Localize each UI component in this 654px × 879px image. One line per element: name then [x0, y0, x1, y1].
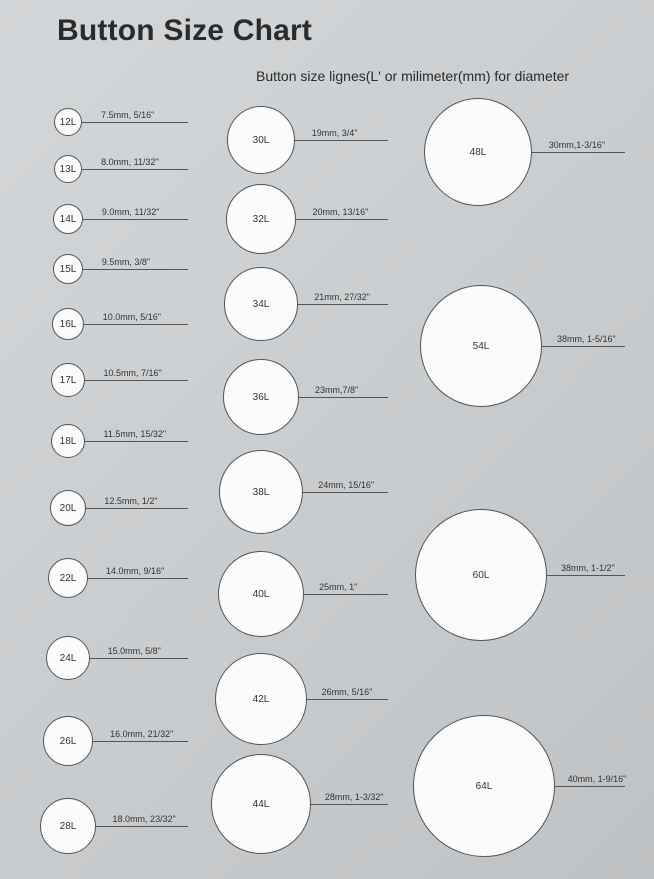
button-circle-15l: 15L — [53, 254, 83, 284]
leader-line — [85, 380, 188, 381]
leader-line — [82, 169, 188, 170]
button-circle-18l: 18L — [51, 424, 85, 458]
leader-line — [85, 441, 188, 442]
leader-line — [299, 397, 388, 398]
leader-line — [88, 578, 188, 579]
leader-line — [307, 699, 388, 700]
measure-label: 15.0mm, 5/8" — [107, 646, 161, 656]
button-circle-22l: 22L — [48, 558, 88, 598]
leader-line — [298, 304, 388, 305]
button-circle-24l: 24L — [46, 636, 90, 680]
button-circle-13l: 13L — [54, 155, 82, 183]
measure-label: 19mm, 3/4" — [311, 128, 358, 138]
chart-title: Button Size Chart — [57, 14, 313, 47]
leader-line — [96, 826, 188, 827]
measure-label: 7.5mm, 5/16" — [101, 110, 155, 120]
measure-label: 24mm, 15/16" — [318, 480, 375, 490]
measure-label: 16.0mm, 21/32" — [110, 729, 174, 739]
leader-line — [90, 658, 188, 659]
measure-label: 14.0mm, 9/16" — [106, 566, 165, 576]
leader-line — [555, 786, 625, 787]
leader-line — [82, 122, 188, 123]
button-circle-14l: 14L — [53, 204, 83, 234]
button-circle-42l: 42L — [215, 653, 307, 745]
button-circle-60l: 60L — [415, 509, 547, 641]
measure-label: 25mm, 1" — [319, 582, 358, 592]
measure-label: 9.5mm, 3/8" — [101, 257, 151, 267]
button-circle-28l: 28L — [40, 798, 96, 854]
button-circle-12l: 12L — [54, 108, 82, 136]
leader-line — [84, 324, 188, 325]
leader-line — [542, 346, 625, 347]
leader-line — [547, 575, 625, 576]
button-circle-34l: 34L — [224, 267, 298, 341]
measure-label: 12.5mm, 1/2" — [104, 496, 158, 506]
measure-label: 10.5mm, 7/16" — [103, 368, 162, 378]
chart-subtitle: Button size lignes(L' or milimeter(mm) for diameter — [256, 68, 570, 84]
button-circle-48l: 48L — [424, 98, 532, 206]
leader-line — [532, 152, 625, 153]
measure-label: 40mm, 1-9/16" — [567, 774, 627, 784]
leader-line — [296, 219, 388, 220]
button-circle-38l: 38L — [219, 450, 303, 534]
leader-line — [311, 804, 388, 805]
button-circle-64l: 64L — [413, 715, 555, 857]
measure-label: 30mm,1-3/16" — [548, 140, 605, 150]
button-circle-30l: 30L — [227, 106, 295, 174]
button-circle-40l: 40L — [218, 551, 304, 637]
measure-label: 20mm, 13/16" — [312, 207, 369, 217]
measure-label: 28mm, 1-3/32" — [324, 792, 384, 802]
measure-label: 11.5mm, 15/32" — [103, 429, 167, 439]
button-circle-54l: 54L — [420, 285, 542, 407]
button-circle-44l: 44L — [211, 754, 311, 854]
button-circle-17l: 17L — [51, 363, 85, 397]
leader-line — [83, 219, 188, 220]
button-circle-16l: 16L — [52, 308, 84, 340]
measure-label: 9.0mm, 11/32" — [101, 207, 160, 217]
measure-label: 26mm, 5/16" — [321, 687, 373, 697]
measure-label: 10.0mm, 5/16" — [102, 312, 161, 322]
leader-line — [83, 269, 188, 270]
measure-label: 21mm, 27/32" — [314, 292, 370, 302]
button-circle-32l: 32L — [226, 184, 296, 254]
leader-line — [93, 741, 188, 742]
measure-label: 23mm,7/8" — [315, 385, 359, 395]
leader-line — [86, 508, 188, 509]
leader-line — [295, 140, 388, 141]
leader-line — [304, 594, 388, 595]
measure-label: 38mm, 1-1/2" — [561, 563, 615, 573]
leader-line — [303, 492, 388, 493]
measure-label: 38mm, 1-5/16" — [556, 334, 616, 344]
button-circle-20l: 20L — [50, 490, 86, 526]
button-circle-36l: 36L — [223, 359, 299, 435]
measure-label: 8.0mm, 11/32" — [101, 157, 159, 167]
measure-label: 18.0mm, 23/32" — [112, 814, 176, 824]
button-circle-26l: 26L — [43, 716, 93, 766]
